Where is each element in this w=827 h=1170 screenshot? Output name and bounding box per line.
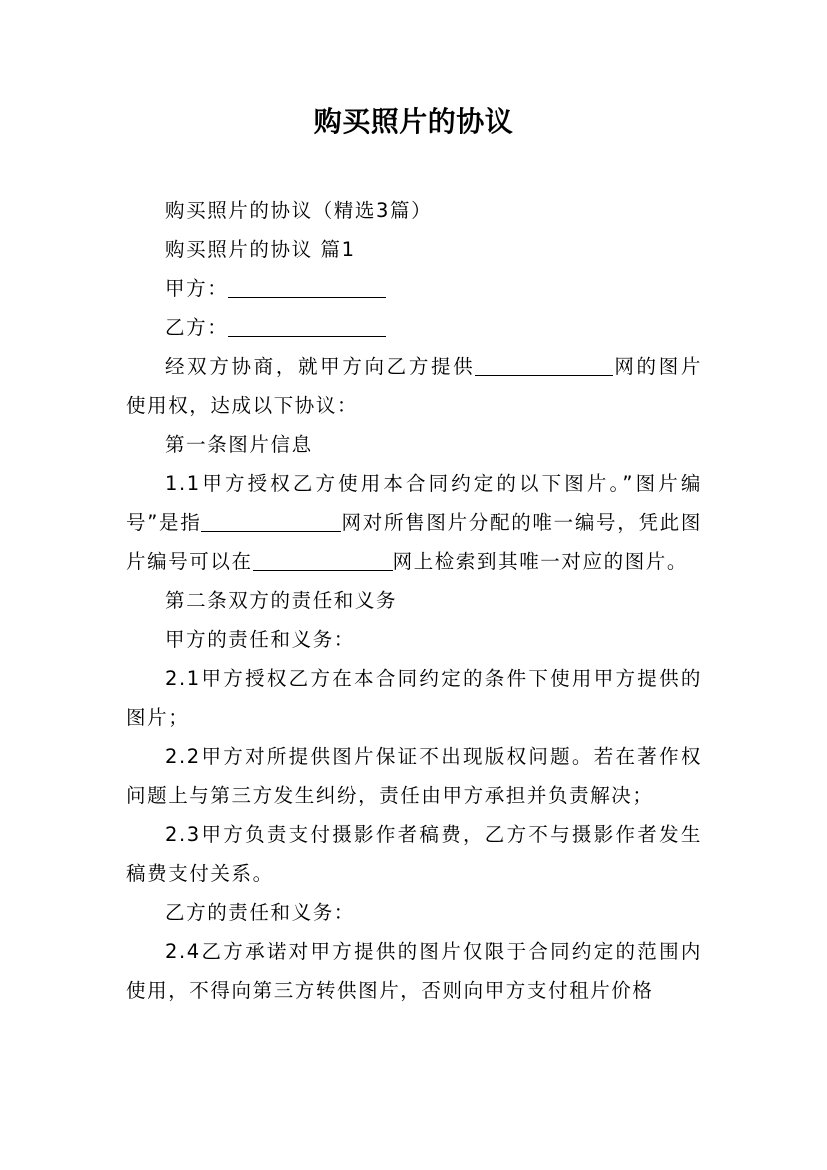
website-blank-2 [201,511,341,532]
party-a-line [126,269,702,308]
clause-1-1 [126,464,702,581]
clause-2-2: 2.2甲方对所提供图片保证不出现版权问题。若在著作权问题上与第三方发生纠纷，责任由甲方承担并负责解决； [126,745,702,807]
website-blank [475,355,613,376]
website-blank-3 [253,550,393,571]
party-b-blank [228,316,386,337]
document-title: 购买照片的协议 [313,105,514,138]
part-heading: 购买照片的协议 篇1 [165,238,356,261]
clause-2-1: 2.1甲方授权乙方在本合同约定的条件下使用甲方提供的图片； [126,667,702,729]
subtitle: 购买照片的协议（精选3篇） [165,199,433,222]
document-body [126,191,702,1010]
clause-2-3: 2.3甲方负责支付摄影作者稿费，乙方不与摄影作者发生稿费支付关系。 [126,823,702,885]
clause-1-1-part-c: 网上检索到其唯一对应的图片。 [392,550,689,573]
party-b-line [126,308,702,347]
intro-text-before: 经双方协商，就甲方向乙方提供 [165,355,476,378]
party-a-label: 甲方： [165,277,229,300]
article2-heading: 第二条双方的责任和义务 [165,589,398,612]
party-b-label: 乙方： [165,316,229,339]
clause-1-1-part-b: 网对所售图片分配的唯一编号，凭此图片编号可以在 [126,511,702,573]
intro-text-after: 网的图片使用权，达成以下协议： [126,355,702,417]
clause-2-4: 2.4乙方承诺对甲方提供的图片仅限于合同约定的范围内使用，不得向第三方转供图片，否则向甲方支付租片价格 [126,940,702,1002]
clause-1-1-part-a: 1.1甲方授权乙方使用本合同约定的以下图片。”图片编号”是指 [126,472,702,534]
intro-paragraph [126,347,702,425]
party-a-blank [228,277,386,298]
party-b-duties-heading: 乙方的责任和义务： [165,901,355,924]
article1-heading: 第一条图片信息 [165,433,313,456]
party-a-duties-heading: 甲方的责任和义务： [165,628,355,651]
